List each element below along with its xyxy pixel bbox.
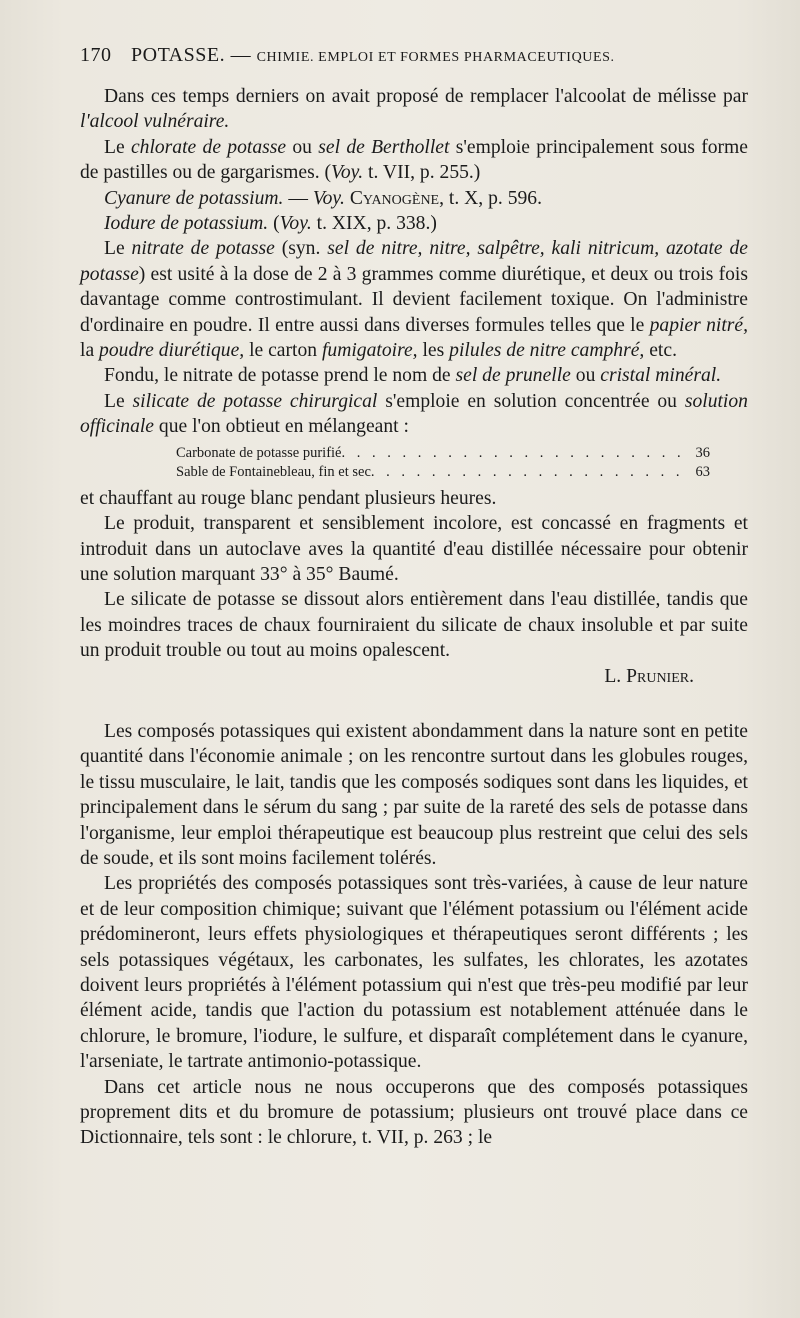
text-run: , t. X, p. 596. — [439, 187, 542, 209]
italic-run: sel de prunelle — [455, 365, 571, 387]
text-run: Le — [104, 136, 131, 158]
paragraph-silicate — [80, 389, 748, 440]
italic-run: sel de Berthollet — [318, 136, 450, 158]
paragraph-article: Dans cet article nous ne nous occuperons que des composés potassiques proprement dits et du bromure de potassium; plusieurs ont trouvé place dans ce Dictionnaire, tels sont : le chlorure, t. VII, p. 263 ; le — [80, 1076, 748, 1149]
paragraph-iodure — [80, 211, 748, 236]
text-run: (syn. — [274, 238, 328, 260]
text-run: Dans ces temps derniers on avait proposé de remplacer l'alcoolat de mélisse par — [104, 86, 748, 107]
paragraph-cyanure — [80, 186, 748, 211]
text-run: t. XIX, p. 338.) — [311, 213, 437, 235]
paragraph-produit: Le produit, transparent et sensiblement incolore, est concassé en fragments et introduit dans un autoclave aves la quantité d'eau distillée nécessaire pour obtenir une solution marquant 33° à 35° Baumé. — [80, 513, 748, 585]
italic-run: nitrate de potasse — [131, 238, 275, 260]
recipe-row — [176, 444, 710, 463]
text-run: etc. — [644, 340, 677, 362]
italic-run: Iodure de potassium. — [104, 213, 269, 235]
text-run: Le — [104, 390, 133, 412]
section-gap — [80, 689, 748, 719]
running-header — [80, 44, 748, 67]
italic-run: l'alcool vulnéraire. — [80, 111, 230, 133]
paragraph-alcoolat — [80, 84, 748, 135]
text-run: ( — [268, 213, 280, 235]
text-run: que l'on obtieut en mélangeant : — [154, 416, 409, 438]
header-dash: — — [230, 44, 252, 66]
header-subtitle: CHIMIE. EMPLOI ET FORMES PHARMACEUTIQUES. — [256, 50, 615, 65]
italic-run: chlorate de potasse — [130, 136, 287, 158]
italic-run: solution officinale — [80, 390, 748, 438]
text-run: t. VII, p. 255.) — [363, 162, 481, 184]
paragraph-dissout: Le silicate de potasse se dissout alors entièrement dans l'eau distillée, tandis que les moindres traces de chaux fourniraient du silicate de chaux insoluble et par suite un produit trouble ou tout au moins opalescent. — [80, 589, 748, 662]
author-signature: L. Prunier. — [604, 665, 694, 687]
italic-run: cristal minéral. — [600, 365, 722, 387]
italic-run: papier nitré, — [649, 314, 748, 336]
italic-run: Voy. — [279, 213, 312, 235]
leader-dots — [371, 463, 692, 482]
text-run: Fondu, le nitrate de potasse prend le nom de — [104, 365, 456, 387]
text-run: Le — [104, 238, 132, 260]
italic-run: Voy. — [312, 187, 345, 209]
text-run: ou — [286, 136, 319, 158]
paragraph-proprietes: Les propriétés des composés potassiques sont très-variées, à cause de leur nature et de leur composition chimique; suivant que l'élément potassium ou l'élément acide prédomineront, leurs effets physiologiques et thérapeutiques seront différents ; les sels potassiques végétaux, les carbonates, les sulfates, les chlorates, les azotates doivent leurs propriétés à l'élément potassium qui n'est que très-peu modifié par leur élément acide, tandis que l'action du potassium est notablement atténuée dans le chlorure, le bromure, l'iodure, le sulfure, et disparaît complétement dans le cyanure, l'arseniate, le tartrate antimonio-potassique. — [80, 873, 748, 1073]
ingredient-quantity: 36 — [695, 444, 710, 461]
ingredient-name: Carbonate de potasse purifié — [176, 444, 342, 461]
paragraph-chauffant: et chauffant au rouge blanc pendant plusieurs heures. — [80, 487, 497, 509]
paragraph-fondu — [80, 363, 748, 388]
page-number: 170 — [80, 44, 112, 66]
recipe-list — [176, 444, 710, 482]
leader-dots — [341, 444, 691, 463]
italic-run: fumigatoire, — [321, 340, 418, 362]
ingredient-quantity: 63 — [695, 463, 710, 480]
recipe-row — [176, 463, 710, 482]
paragraph-nitrate — [80, 236, 748, 363]
italic-run: sel de nitre, nitre, salpêtre, kali nitricum, azotate de potasse — [80, 238, 748, 285]
text-run: ) est usité à la dose de 2 à 3 grammes comme diurétique, et deux ou trois fois davantage comme controstimulant. Il devient facilement toxique. On l'administre d'ordinaire en poudre. Il entre aussi dans diverses formules telles que le — [80, 263, 748, 336]
italic-run: Cyanure de potassium. — [104, 187, 284, 209]
paragraph-chlorate — [80, 135, 748, 186]
italic-run: poudre diurétique, — [99, 340, 245, 362]
text-run: s'emploie principalement sous forme de pastilles ou de gargarismes. ( — [80, 136, 748, 184]
ingredient-name: Sable de Fontainebleau, fin et sec — [176, 463, 371, 480]
italic-run: silicate de potasse chirurgical — [132, 390, 378, 412]
text-run: — — [283, 187, 313, 209]
body-text — [80, 84, 748, 1151]
text-run: ou — [570, 365, 601, 387]
paragraph-composes: Les composés potassiques qui existent abondamment dans la nature sont en petite quantité dans l'économie animale ; on les rencontre surtout dans les globules rouges, le tissu musculaire, le lait, tandis que les composés sodiques sont dans les liquides, et principalement dans le sérum du sang ; par suite de la rareté des sels de potasse dans l'organisme, leur emploi thérapeutique est beaucoup plus restreint que celui des sels de soude, et ils sont moins facilement tolérés. — [80, 720, 748, 869]
text-run: les — [417, 340, 450, 362]
text-run: s'emploie en solution concentrée ou — [377, 390, 685, 412]
text-run: la — [80, 340, 100, 362]
italic-run: Voy. — [331, 162, 364, 184]
italic-run: pilules de nitre camphré, — [449, 340, 645, 362]
header-title: POTASSE. — [131, 44, 226, 66]
smallcaps-run: Cyanogène — [344, 187, 440, 209]
text-run: le carton — [244, 340, 322, 362]
